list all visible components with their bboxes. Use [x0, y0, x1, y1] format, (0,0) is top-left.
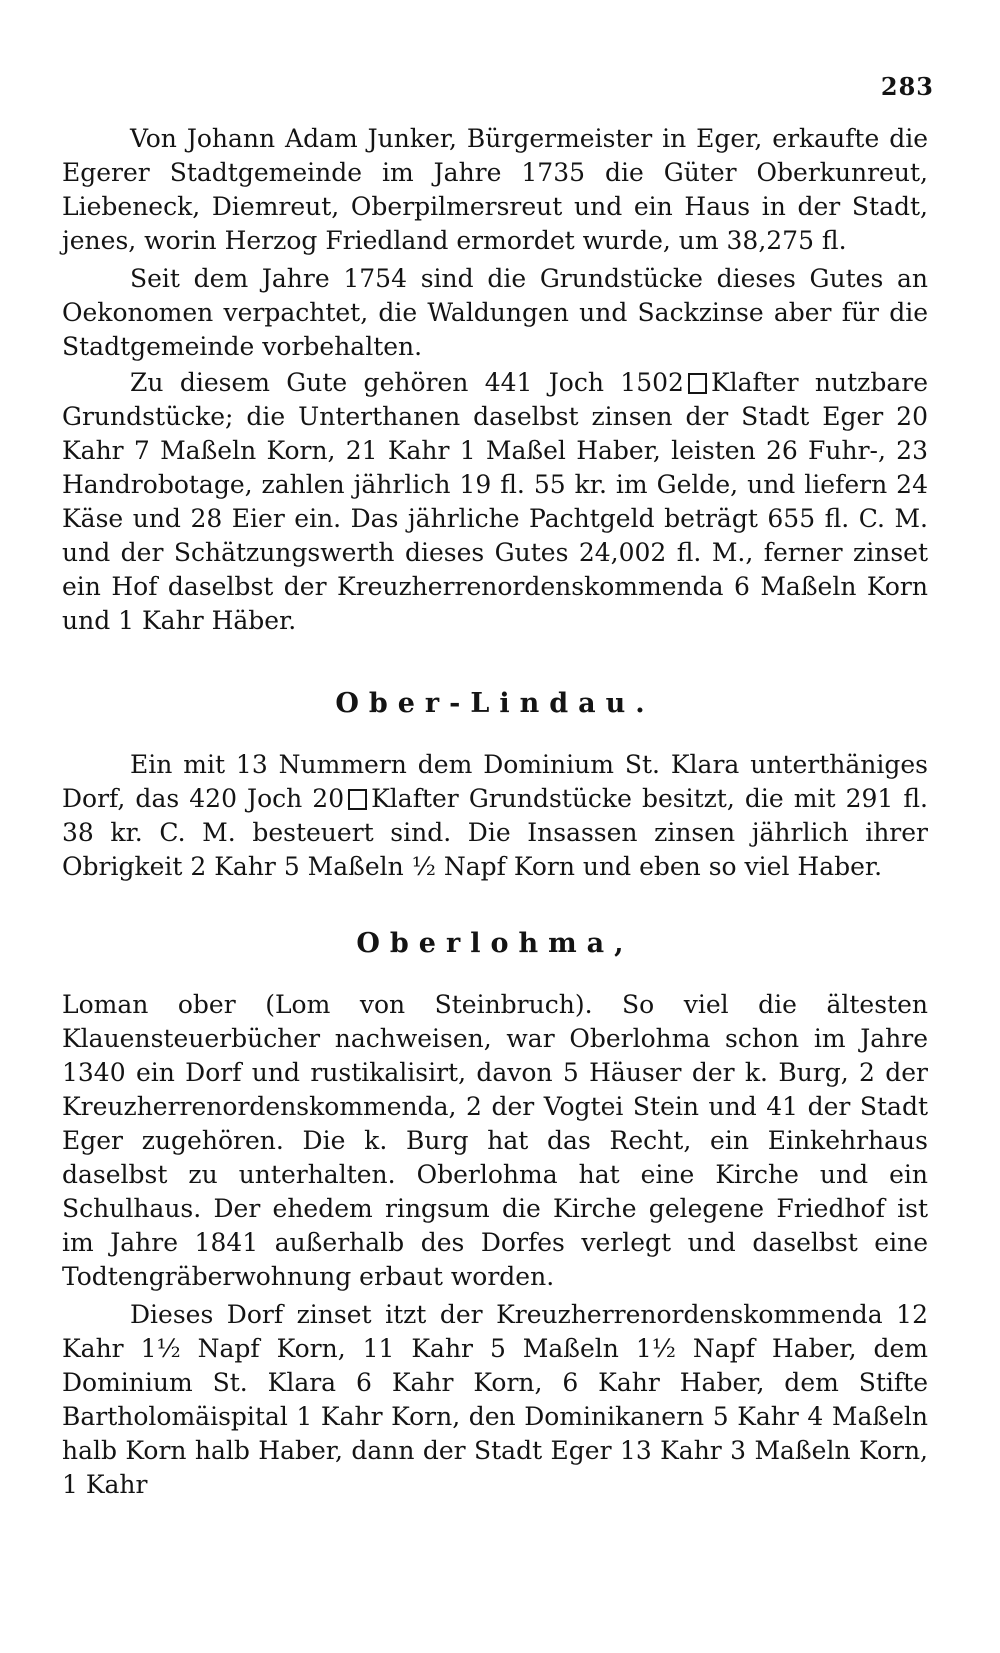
paragraph-text: Zu diesem Gute gehören 441 Joch 1502: [130, 368, 684, 397]
paragraph-oberlohma-description: Loman ober (Lom von Steinbruch). So viel die ältesten Klauensteuerbücher nachweisen, war Oberlohma schon im Jahre 1340 ein Dorf und rustikalisirt, davon 5 Häuser der k. Burg, 2 der Kreuzherrenordenskommenda, 2 der Vogtei Stein und 41 der Stadt Eger zugehören. Die k. Burg hat das Recht, ein Einkehrhaus daselbst zu unterhalten. Oberlohma hat eine Kirche und ein Schulhaus. Der ehedem ringsum die Kirche gelegene Friedhof ist im Jahre 1841 außerhalb des Dorfes verlegt und daselbst eine Todtengräberwohnung erbaut worden.: [62, 990, 928, 1291]
paragraph-oberlohma-tithes: Dieses Dorf zinset itzt der Kreuzherrenordenskommenda 12 Kahr 1½ Napf Korn, 11 Kahr 5 Maßeln 1½ Napf Haber, dem Dominium St. Klara 6 Kahr Korn, 6 Kahr Haber, dem Stifte Bartholomäispital 1 Kahr Korn, den Dominikanern 5 Kahr 4 Maßeln halb Korn halb Haber, dann der Stadt Eger 13 Kahr 3 Maßeln Korn, 1 Kahr: [62, 1300, 928, 1499]
heading-ober-lindau: Ober-Lindau.: [335, 688, 655, 719]
paragraph-text: Klafter Grundstücke besitzt, die mit 291 fl. 38 kr. C. M. besteuert sind. Die Insassen zinsen jährlich ihrer Obrigkeit 2 Kahr 5 Maßeln ½ Napf Korn und eben so viel Haber.: [62, 784, 928, 881]
paragraph-lease: Seit dem Jahre 1754 sind die Grundstücke dieses Gutes an Oekonomen verpachtet, die Waldungen und Sackzinse aber für die Stadtgemeinde vorbehalten.: [62, 264, 928, 361]
paragraph-ober-lindau: [62, 748, 928, 884]
paragraph-junker-purchase: Von Johann Adam Junker, Bürgermeister in Eger, erkaufte die Egerer Stadtgemeinde im Jahre 1735 die Güter Oberkunreut, Liebeneck, Diemreut, Oberpilmersreut und ein Haus in der Stadt, jenes, worin Herzog Friedland ermordet wurde, um 38,275 fl.: [62, 124, 928, 255]
square-klafter-symbol: [348, 789, 367, 810]
paragraph-text: Klafter nutzbare Grundstücke; die Unterthanen daselbst zinsen der Stadt Eger 20 Kahr 7 Maßeln Korn, 21 Kahr 1 Maßel Haber, leisten 26 Fuhr-, 23 Handrobotage, zahlen jährlich 19 fl. 55 kr. im Gelde, und liefern 24 Käse und 28 Eier ein. Das jährliche Pachtgeld beträgt 655 fl. C. M. und der Schätzungswerth dieses Gutes 24,002 fl. M., ferner zinset ein Hof daselbst der Kreuzherrenordenskommenda 6 Maßeln Korn und 1 Kahr Häber.: [62, 368, 928, 635]
paragraph-estate-holdings: [62, 366, 928, 638]
square-klafter-symbol: [688, 373, 707, 394]
paragraph-text: Ein mit 13 Nummern dem Dominium St. Klara unterthäniges Dorf, das 420 Joch 20: [62, 750, 928, 813]
page-number: 283: [880, 72, 934, 101]
heading-oberlohma: Oberlohma,: [356, 928, 634, 959]
